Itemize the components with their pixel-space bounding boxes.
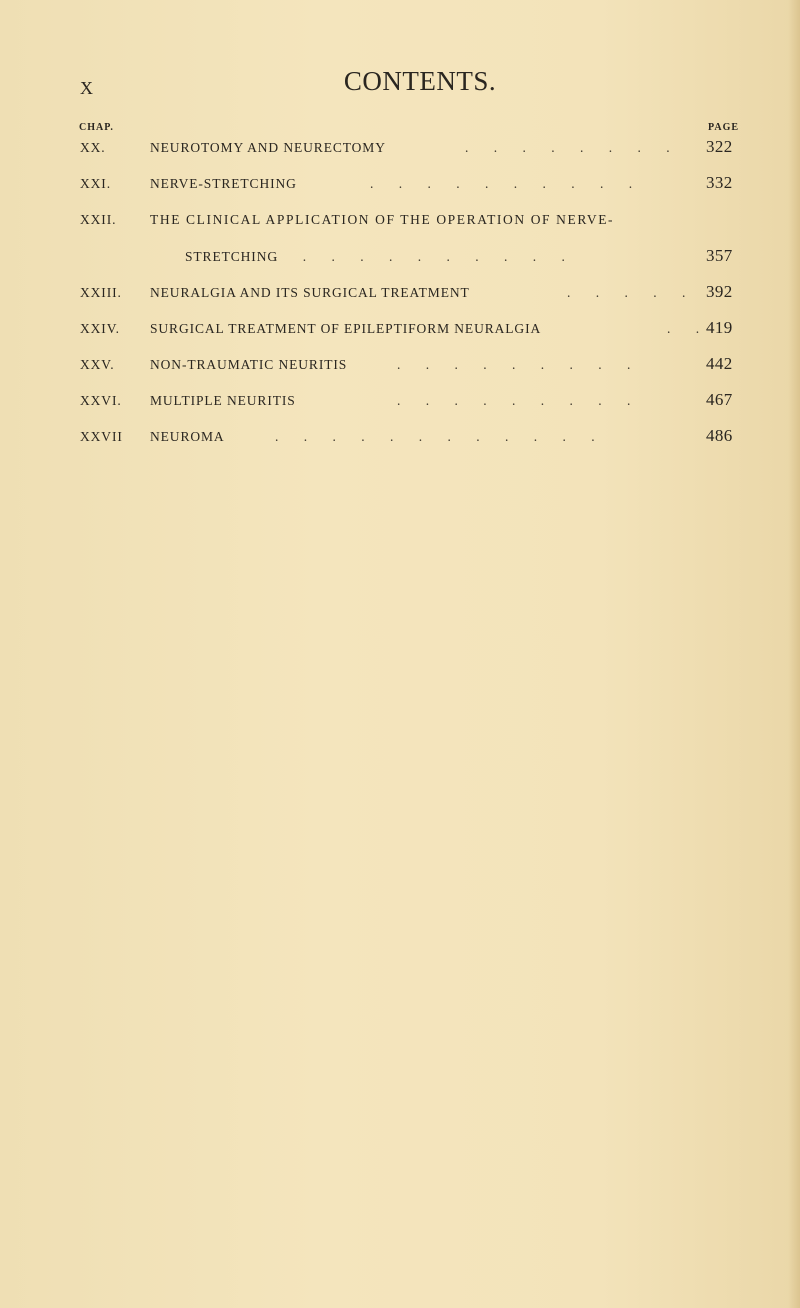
- page-header: [0, 66, 800, 106]
- dot-leader: . .: [667, 321, 711, 336]
- page-numeral: X: [80, 78, 94, 98]
- page-number: 322: [706, 137, 733, 156]
- toc-entry: [0, 173, 800, 204]
- dot-leader: . . . . . . . . . . . .: [275, 429, 606, 444]
- chapter-title: NEUROTOMY AND NEURECTOMY: [150, 140, 386, 155]
- column-header-page: PAGE: [708, 122, 740, 133]
- chapter-title: MULTIPLE NEURITIS: [150, 393, 296, 408]
- chapter-title: NERVE-STRETCHING: [150, 176, 297, 191]
- chapter-number: XXVII: [80, 429, 123, 444]
- toc-entry: [0, 390, 800, 421]
- toc-entry: [0, 212, 800, 240]
- chapter-title: THE CLINICAL APPLICATION OF THE OPERATION OF NERVE-: [150, 212, 615, 227]
- column-header-chap: CHAP.: [79, 122, 114, 133]
- toc-entry: [0, 282, 800, 313]
- page-number: 357: [706, 246, 733, 265]
- chapter-number: XX.: [80, 140, 106, 155]
- chapter-number: XXIII.: [80, 285, 122, 300]
- dot-leader: . . . . . . . .: [465, 140, 681, 155]
- page-number: 467: [706, 390, 733, 409]
- dot-leader: . . . . .: [567, 285, 697, 300]
- dot-leader: . . . . . . . . . .: [370, 176, 644, 191]
- chapter-number: XXV.: [80, 357, 115, 372]
- chapter-number: XXIV.: [80, 321, 120, 336]
- chapter-number: XXI.: [80, 176, 111, 191]
- toc-entry-continuation: [0, 246, 800, 277]
- page-number: 392: [706, 282, 733, 301]
- dot-leader: . . . . . . . . .: [397, 393, 642, 408]
- running-head: CONTENTS.: [343, 66, 497, 96]
- page-number: 486: [706, 426, 733, 445]
- page-number: 419: [706, 318, 733, 337]
- toc-entry: [0, 318, 800, 349]
- dot-leader: . . . . . . . . . . .: [274, 249, 576, 264]
- chapter-title: NEURALGIA AND ITS SURGICAL TREATMENT: [150, 285, 470, 300]
- page-number: 332: [706, 173, 733, 192]
- page-number: 442: [706, 354, 733, 373]
- chapter-title-continuation: STRETCHING: [185, 249, 278, 264]
- chapter-title: SURGICAL TREATMENT OF EPILEPTIFORM NEURALGIA: [150, 321, 542, 336]
- chapter-number: XXII.: [80, 212, 117, 227]
- chapter-title: NEUROMA: [150, 429, 225, 444]
- dot-leader: . . . . . . . . .: [397, 357, 642, 372]
- chapter-number: XXVI.: [80, 393, 122, 408]
- toc-entry: [0, 426, 800, 457]
- toc-entry: [0, 354, 800, 385]
- chapter-title: NON-TRAUMATIC NEURITIS: [150, 357, 348, 372]
- toc-entry: [0, 137, 800, 168]
